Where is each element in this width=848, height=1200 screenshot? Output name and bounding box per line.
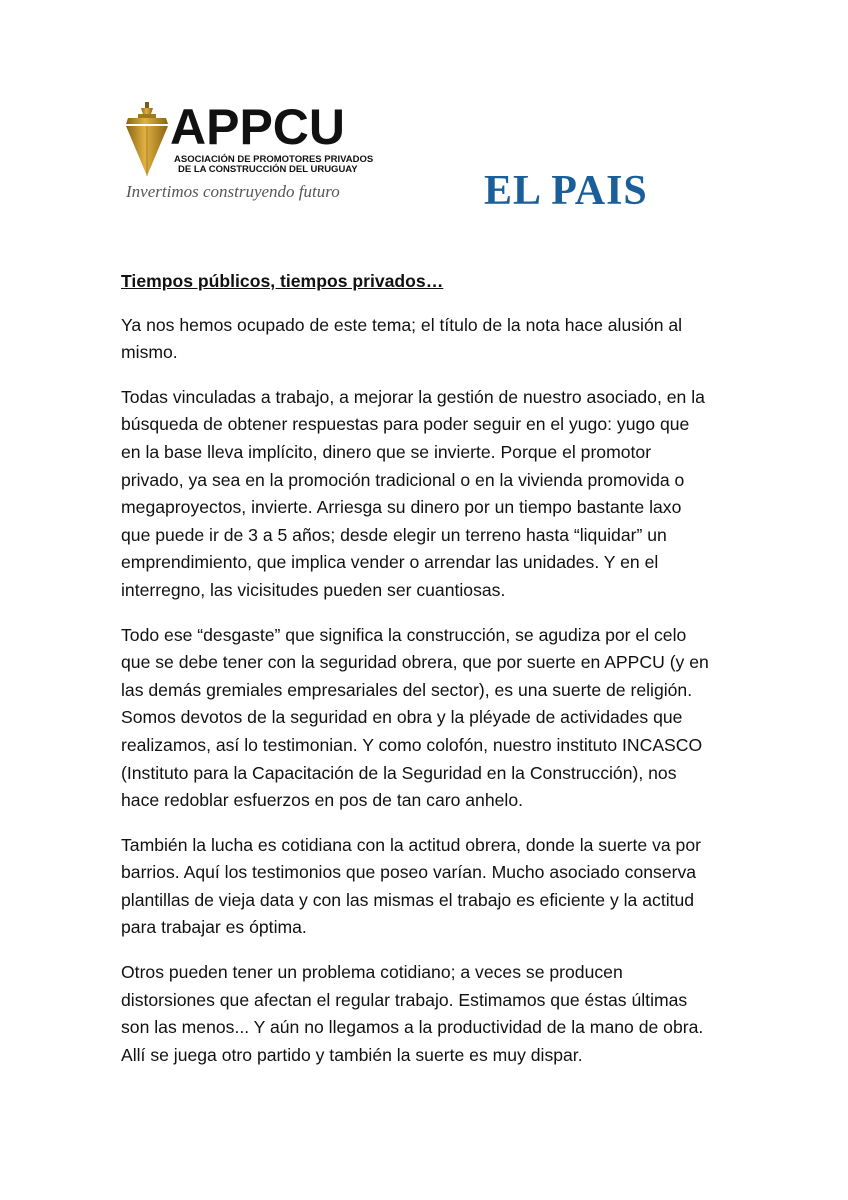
elpais-logo: EL PAIS [484, 168, 648, 214]
article-paragraph: Ya nos hemos ocupado de este tema; el título de la nota hace alusión al mismo. [121, 314, 683, 363]
article-body [121, 268, 741, 1069]
appcu-subtitle-line1: ASOCIACIÓN DE PROMOTORES PRIVADOS [174, 154, 374, 165]
plumb-bob-icon [124, 100, 170, 180]
article-paragraph: Otros pueden tener un problema cotidiano; a veces se producen distorsiones que afectan el regular trabajo. Estimamos que éstas últimas son las menos... Y aún no llegamos a la productividad de la mano de obra. Allí se juega otro partido y también la suerte es muy dispar. [121, 962, 704, 1065]
article-paragraph: Todas vinculadas a trabajo, a mejorar la gestión de nuestro asociado, en la búsqueda de obtener respuestas para poder seguir en el yugo: yugo que en la base lleva implícito, dinero que se invierte. Porque el promotor privado, ya sea en la promoción tradicional o en la vivienda promovida o megaproyectos, invierte. Arriesga su dinero por un tiempo bastante laxo que puede ir de 3 a 5 años; desde elegir un terreno hasta “liquidar” un emprendimiento, que implica vender o arrendar las unidades. Y en el interregno, las vicisitudes pueden ser cuantiosas. [121, 386, 705, 600]
appcu-tagline: Invertimos construyendo futuro [126, 182, 340, 201]
appcu-subtitle-line2: DE LA CONSTRUCCIÓN DEL URUGUAY [178, 164, 358, 175]
article-paragraph: Todo ese “desgaste” que significa la construcción, se agudiza por el celo que se debe tener con la seguridad obrera, que por suerte en APPCU (y en las demás gremiales empresariales del sector), es una suerte de religión. Somos devotos de la seguridad en obra y la pléyade de actividades que realizamos, así lo testimonian. Y como colofón, nuestro instituto INCASCO (Instituto para la Capacitación de la Seguridad en la Construcción), nos hace redoblar esfuerzos en pos de tan caro anhelo. [121, 624, 709, 811]
appcu-wordmark: APPCU [170, 99, 346, 155]
appcu-logo [124, 99, 374, 208]
article-title: Tiempos públicos, tiempos privados… [121, 271, 444, 291]
article-paragraph: También la lucha es cotidiana con la actitud obrera, donde la suerte va por barrios. Aquí los testimonios que poseo varían. Mucho asociado conserva plantillas de vieja data y con las mismas el trabajo es eficiente y la actitud para trabajar es óptima. [121, 834, 701, 938]
